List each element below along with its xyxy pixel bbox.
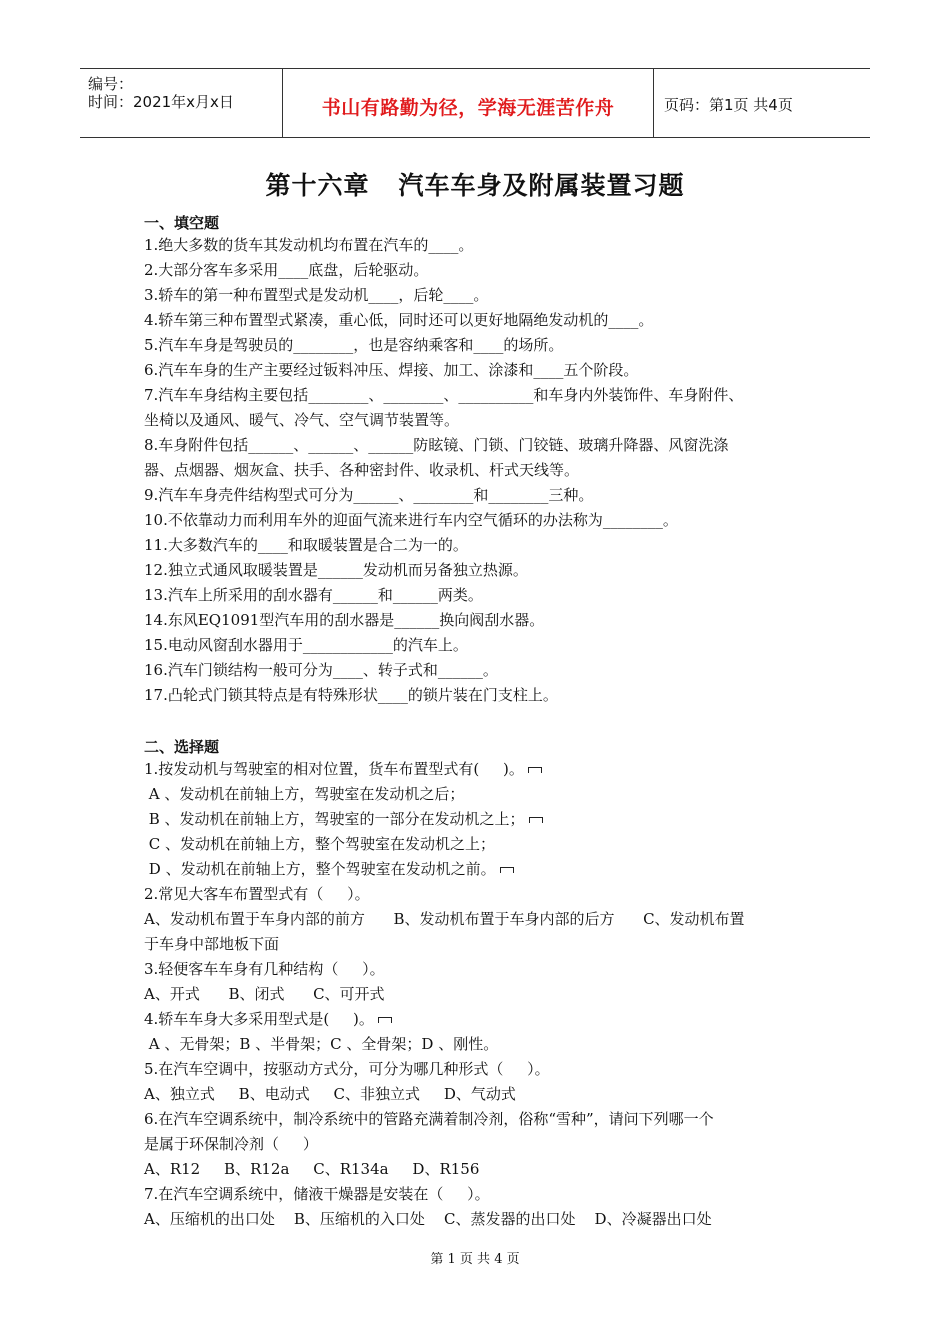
question-line: 5.汽车车身是驾驶员的________，也是容纳乘客和____的场所。 <box>144 336 564 354</box>
choice-line: A、压缩机的出口处 B、压缩机的入口处 C、蒸发器的出口处 D、冷凝器出口处 <box>144 1210 712 1228</box>
choice-line: A、独立式 B、电动式 C、非独立式 D、气动式 <box>144 1085 516 1103</box>
question-line: 器、点烟器、烟灰盒、扶手、各种密封件、收录机、杆式天线等。 <box>144 461 580 479</box>
question-line: 8.车身附件包括______、______、______防眩镜、门锁、门铰链、玻璃升降器、风窗洗涤 <box>144 436 729 454</box>
question-line: 13.汽车上所采用的刮水器有______和______两类。 <box>144 586 483 604</box>
question-line: 3.轿车的第一种布置型式是发动机____，后轮____。 <box>144 286 489 304</box>
bracket-mark-icon <box>378 1017 392 1023</box>
header-meta-cell <box>80 69 283 137</box>
choice-line: 7.在汽车空调系统中，储液干燥器是安装在（ ）。 <box>144 1185 490 1203</box>
number-label: 编号： <box>88 75 134 93</box>
choice-line: 2.常见大客车布置型式有（ ）。 <box>144 885 370 903</box>
motto: 书山有路勤为径，学海无涯苦作舟 <box>321 96 615 119</box>
choice-line: C 、发动机在前轴上方，整个驾驶室在发动机之上； <box>144 835 496 853</box>
date-label: 时间：2021年x月x日 <box>88 93 234 111</box>
question-line: 坐椅以及通风、暖气、冷气、空气调节装置等。 <box>144 411 460 429</box>
question-line: 2.大部分客车多采用____底盘，后轮驱动。 <box>144 261 429 279</box>
choice-line: 5.在汽车空调中，按驱动方式分，可分为哪几种形式（ ）。 <box>144 1060 550 1078</box>
bracket-mark-icon <box>529 817 543 823</box>
question-line: 6.汽车车身的生产主要经过钣料冲压、焊接、加工、涂漆和____五个阶段。 <box>144 361 639 379</box>
choice-line: A 、发动机在前轴上方，驾驶室在发动机之后； <box>144 785 465 803</box>
question-line: 16.汽车门锁结构一般可分为____、转子式和______。 <box>144 661 498 679</box>
section-heading-multiple-choice: 二、选择题 <box>144 738 220 756</box>
chapter-title: 第十六章 汽车车身及附属装置习题 <box>265 171 685 200</box>
section-heading-fill-blank: 一、填空题 <box>144 214 220 232</box>
question-line: 7.汽车车身结构主要包括________、________、__________和车身内外装饰件、车身附件、 <box>144 386 744 404</box>
choice-line: A 、无骨架；B 、半骨架；C 、全骨架；D 、刚性。 <box>144 1035 499 1053</box>
page-info: 页码：第1页 共4页 <box>664 95 793 114</box>
choice-line: A、发动机布置于车身内部的前方 B、发动机布置于车身内部的后方 C、发动机布置 <box>144 910 745 928</box>
choice-line: D 、发动机在前轴上方，整个驾驶室在发动机之前。 <box>144 860 514 878</box>
choice-line: A、开式 B、闭式 C、可开式 <box>144 985 385 1003</box>
choice-line: 4.轿车车身大多采用型式是( )。 <box>144 1010 392 1028</box>
question-line: 11.大多数汽车的____和取暖装置是合二为一的。 <box>144 536 468 554</box>
question-line: 4.轿车第三种布置型式紧凑，重心低，同时还可以更好地隔绝发动机的____。 <box>144 311 654 329</box>
choice-line: 1.按发动机与驾驶室的相对位置，货车布置型式有( )。 <box>144 760 542 778</box>
choice-line: 是属于环保制冷剂（ ） <box>144 1135 318 1153</box>
question-line: 15.电动风窗刮水器用于____________的汽车上。 <box>144 636 468 654</box>
header-page-cell <box>654 69 870 137</box>
question-line: 17.凸轮式门锁其特点是有特殊形状____的锁片装在门支柱上。 <box>144 686 558 704</box>
bracket-mark-icon <box>500 867 514 873</box>
page-footer: 第 1 页 共 4 页 <box>430 1252 520 1267</box>
choice-line: B 、发动机在前轴上方，驾驶室的一部分在发动机之上； <box>144 810 543 828</box>
bracket-mark-icon <box>528 767 542 773</box>
question-line: 9.汽车车身壳件结构型式可分为______、________和________三种。 <box>144 486 594 504</box>
choice-line: 于车身中部地板下面 <box>144 935 280 953</box>
choice-line: A、R12 B、R12a C、R134a D、R156 <box>144 1160 480 1178</box>
question-line: 1.绝大多数的货车其发动机均布置在汽车的____。 <box>144 236 474 254</box>
choice-line: 3.轻便客车车身有几种结构（ ）。 <box>144 960 385 978</box>
choice-line: 6.在汽车空调系统中，制冷系统中的管路充满着制冷剂，俗称“雪种”，请问下列哪一个 <box>144 1110 714 1128</box>
header-table <box>80 68 870 138</box>
question-line: 10.不依靠动力而利用车外的迎面气流来进行车内空气循环的办法称为________。 <box>144 511 678 529</box>
question-line: 12.独立式通风取暖装置是______发动机而另备独立热源。 <box>144 561 528 579</box>
header-motto-cell <box>283 69 654 137</box>
question-line: 14.东风EQ1091型汽车用的刮水器是______换向阀刮水器。 <box>144 611 545 629</box>
